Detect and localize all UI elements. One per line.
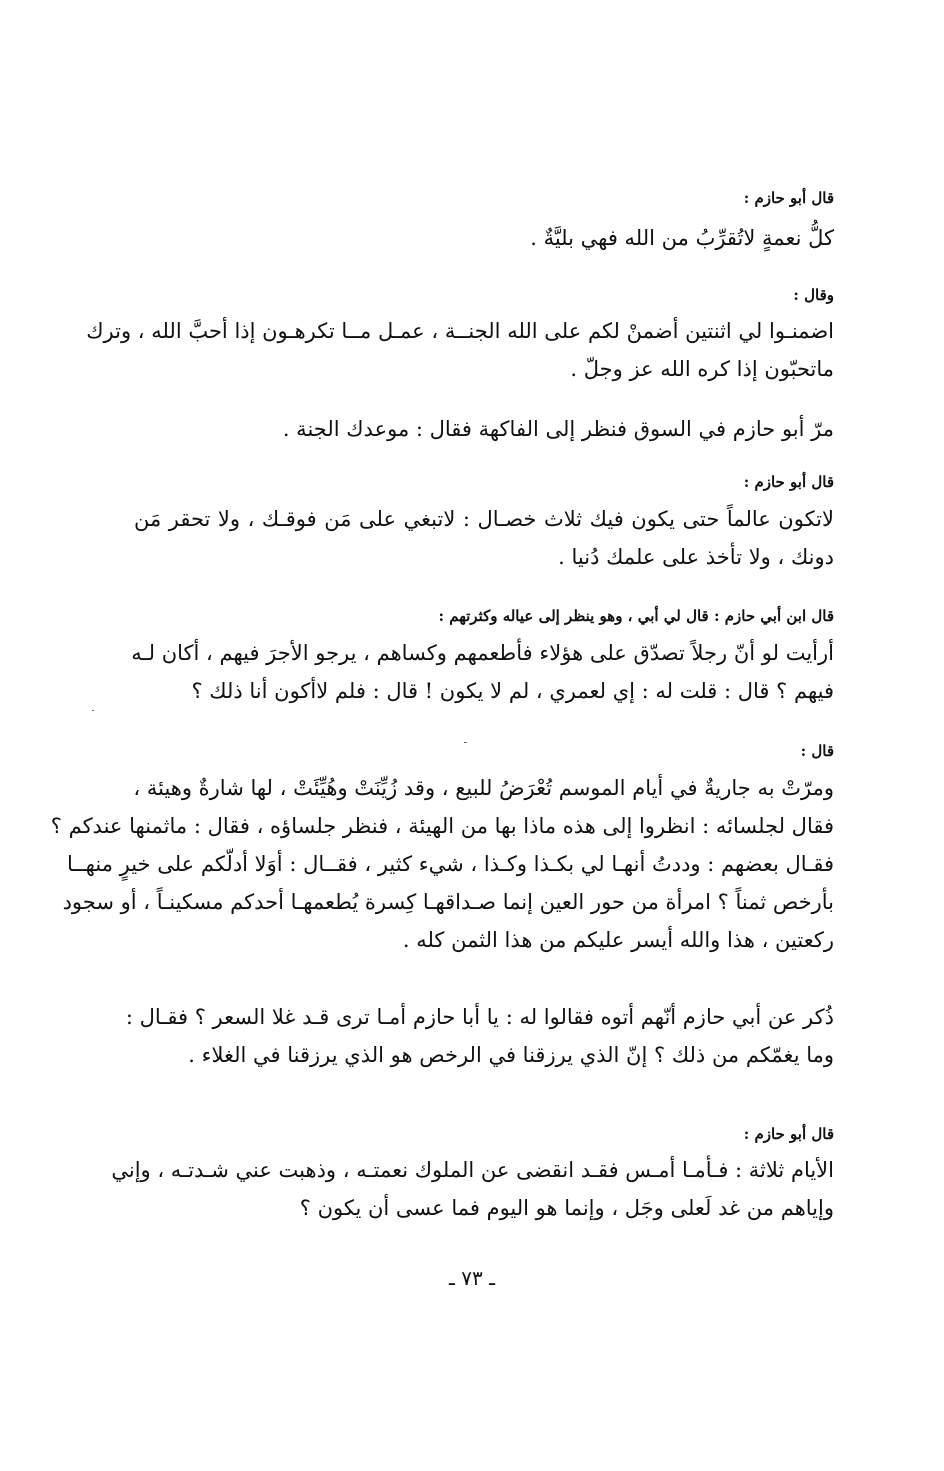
section-body: [111, 1151, 834, 1227]
text-line: كلُّ نعمةٍ لاتُقرِّبُ من الله فهي بليَّةٌ .: [530, 226, 834, 250]
text-line: الأيام ثلاثة : فـأمـا أمـس فقـد انقضى عن الملوك نعمتـه ، وذهبت عني شـدتـه ، وإني: [111, 1158, 834, 1182]
section-body: [50, 769, 834, 959]
section-wa-qal: [134, 285, 834, 305]
section-abu-hazim-3: [134, 1124, 834, 1144]
section-heading: قال أبو حازم :: [743, 189, 834, 207]
text-line: ومرّتْ به جاريةٌ في أيام الموسم تُعْرَضُ للبيع ، وقد زُيِّنَتْ وهُيِّئَتْ ، لها شارةٌ وهيئة ،: [133, 776, 834, 800]
text-line: اضمنـوا لي اثنتين أضمنْ لكم على الله الجنــة ، عمـل مــا تكرهـون إذا أحبَّ الله ، وترك: [86, 319, 834, 343]
text-line: مرّ أبو حازم في السوق فنظر إلى الفاكهة فقال : موعدك الجنة .: [282, 417, 834, 441]
section-body: [131, 634, 834, 710]
text-line: دونك ، ولا تأخذ على علمك دُنيا .: [558, 545, 834, 569]
section-abu-hazim-1: [134, 188, 834, 208]
scan-speck: [92, 710, 94, 711]
text-line: ماتحبّون إذا كره الله عز وجلّ .: [570, 357, 834, 381]
section-body: [86, 312, 834, 388]
section-ibn-abi-hazim: [134, 606, 834, 626]
page-number: ـ ٧٣ ـ: [449, 1266, 495, 1290]
text-line: لاتكون عالماً حتى يكون فيك ثلاث خصـال : لاتبغي على مَن فوقـك ، ولا تحقر مَن: [134, 507, 834, 531]
section-qal-jariya: [134, 741, 834, 761]
section-body: [134, 219, 834, 257]
section-abu-hazim-2: [134, 472, 834, 492]
text-line: فيهم ؟ قال : قلت له : إي لعمري ، لم لا يكون ! قال : فلم لاأكون أنا ذلك ؟: [191, 679, 834, 703]
scan-speck: [464, 742, 467, 743]
text-line: بأرخص ثمناً ؟ امرأة من حور العين إنما صـداقهـا كِسرة يُطعمهـا أحدكم مسكينـاً ، أو سجود: [62, 890, 834, 914]
section-heading: قال ابن أبي حازم : قال لي أبي ، وهو ينظر إلى عياله وكثرتهم :: [438, 607, 834, 625]
text-line: ركعتين ، هذا والله أيسر عليكم من هذا الثمن كله .: [402, 928, 834, 952]
text-line: وما يغمّكم من ذلك ؟ إنّ الذي يرزقنا في الرخص هو الذي يرزقنا في الغلاء .: [188, 1043, 834, 1067]
section-heading: وقال :: [793, 286, 834, 304]
section-market: [134, 410, 834, 448]
text-line: فقال لجلسائه : انظروا إلى هذه ماذا بها من الهيئة ، فنظر جلساؤه ، فقال : ماثمنها عندكم ؟: [50, 814, 834, 838]
text-line: أرأيت لو أنّ رجلاً تصدّق على هؤلاء فأطعمهم وكساهم ، يرجو الأجرَ فيهم ، أكان لـه: [131, 641, 834, 665]
section-price: [125, 998, 834, 1074]
section-heading: قال أبو حازم :: [743, 473, 834, 491]
text-line: فقـال بعضهم : وددتُ أنهـا لي بكـذا وكـذا ، شيء كثير ، فقــال : أوَلا أدلّكم على خيرٍ منهــا: [66, 852, 834, 876]
text-line: وإياهم من غد لَعلى وجَل ، وإنما هو اليوم فما عسى أن يكون ؟: [299, 1196, 834, 1220]
section-heading: قال أبو حازم :: [743, 1125, 834, 1143]
section-heading: قال :: [800, 742, 834, 760]
text-line: ذُكر عن أبي حازم أنّهم أتوه فقالوا له : يا أبا حازم أمـا ترى قـد غلا السعر ؟ فقـال :: [125, 1005, 834, 1029]
section-body: [134, 500, 834, 576]
